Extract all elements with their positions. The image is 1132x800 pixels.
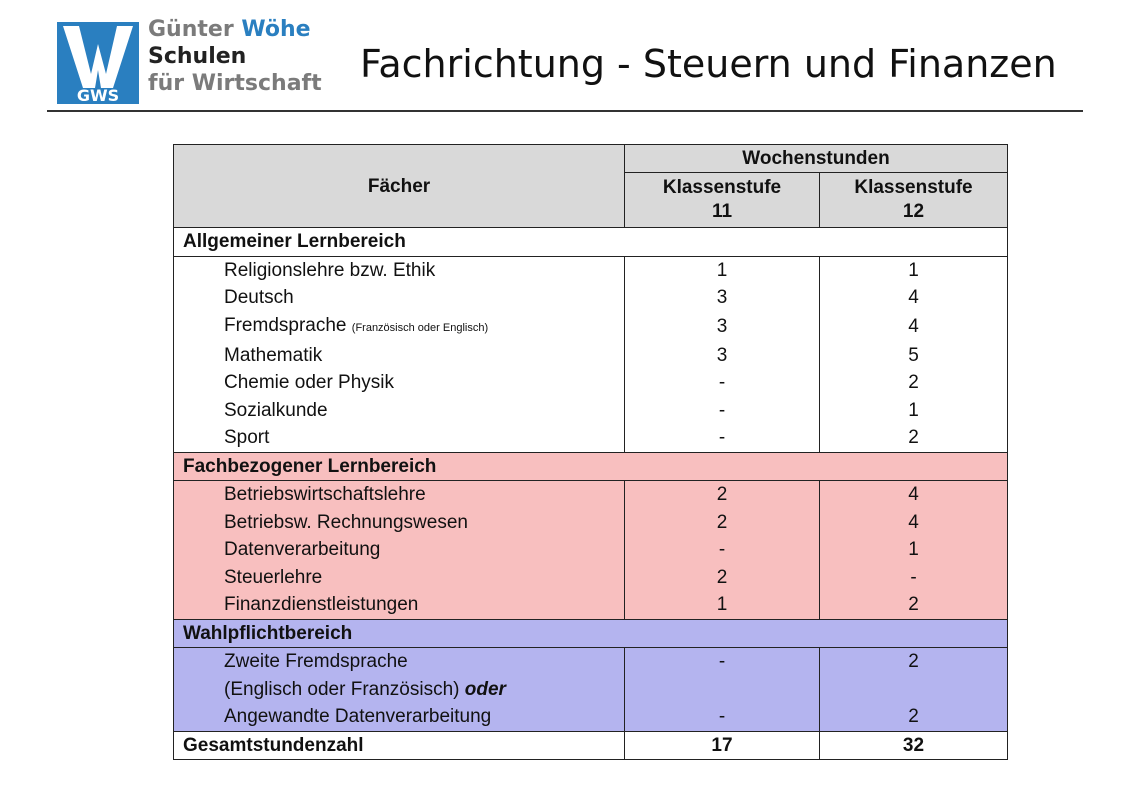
table-row (174, 509, 1008, 537)
table-row (174, 312, 1008, 342)
section-row-fachbezogen (174, 452, 1008, 481)
section-row-allgemein (174, 228, 1008, 257)
section-row-wahlpflicht (174, 619, 1008, 648)
subject-name-text: (Englisch oder Französisch) (224, 678, 460, 700)
hours-11: 1 (625, 591, 820, 619)
hours-11: 2 (625, 564, 820, 592)
hours-11: 2 (625, 509, 820, 537)
hours-11: 2 (625, 481, 820, 509)
title-divider (47, 110, 1083, 112)
header-faecher: Fächer (174, 145, 625, 228)
table-row (174, 256, 1008, 284)
subject-name: Mathematik (174, 342, 625, 370)
table-row (174, 424, 1008, 452)
hours-12 (820, 676, 1008, 704)
hours-11 (625, 676, 820, 704)
logo-line1-b: Wöhe (241, 17, 311, 42)
hours-12: 1 (820, 397, 1008, 425)
subject-name: Betriebswirtschaftslehre (174, 481, 625, 509)
hours-12: 1 (820, 256, 1008, 284)
subject-name: Zweite Fremdsprache (174, 648, 625, 676)
hours-11: - (625, 397, 820, 425)
total-row (174, 731, 1008, 760)
timetable (173, 144, 1008, 760)
hours-11: - (625, 536, 820, 564)
hours-12: 4 (820, 509, 1008, 537)
logo-line3: für Wirtschaft (148, 71, 322, 96)
hours-12: 4 (820, 284, 1008, 312)
subject-note: (Französisch oder Englisch) (351, 321, 489, 334)
subject-name: Deutsch (174, 284, 625, 312)
subject-name: Chemie oder Physik (174, 369, 625, 397)
subject-name: Religionslehre bzw. Ethik (174, 256, 625, 284)
table-row (174, 703, 1008, 731)
subject-name: Angewandte Datenverarbeitung (174, 703, 625, 731)
hours-12: 2 (820, 703, 1008, 731)
table-row (174, 676, 1008, 704)
table-row (174, 648, 1008, 676)
section-title: Fachbezogener Lernbereich (174, 452, 1008, 481)
header-col-12-number: 12 (902, 201, 925, 222)
school-logo-icon (57, 22, 139, 104)
section-title: Allgemeiner Lernbereich (174, 228, 1008, 257)
logo-line1-a: Günter (148, 17, 234, 42)
total-12: 32 (820, 731, 1008, 760)
header-col-12 (820, 173, 1008, 228)
hours-12: 2 (820, 369, 1008, 397)
table-row (174, 591, 1008, 619)
header-wochenstunden: Wochenstunden (625, 145, 1008, 173)
subject-name: Sozialkunde (174, 397, 625, 425)
total-label: Gesamtstundenzahl (174, 731, 625, 760)
table-row (174, 536, 1008, 564)
subject-emphasis: oder (464, 678, 506, 700)
table-row (174, 342, 1008, 370)
hours-12: 4 (820, 481, 1008, 509)
header-col-11-label: Klassenstufe (662, 177, 782, 198)
hours-12: 4 (820, 312, 1008, 342)
header-col-11-number: 11 (711, 201, 733, 222)
hours-11: - (625, 369, 820, 397)
subject-name-text: Fremdsprache (224, 314, 347, 336)
hours-12: 2 (820, 591, 1008, 619)
hours-12: 2 (820, 648, 1008, 676)
subject-name (174, 312, 625, 342)
section-title: Wahlpflichtbereich (174, 619, 1008, 648)
subject-name: Steuerlehre (174, 564, 625, 592)
table-row (174, 284, 1008, 312)
table-row (174, 564, 1008, 592)
hours-12: 5 (820, 342, 1008, 370)
school-name (148, 16, 322, 97)
page-title: Fachrichtung - Steuern und Finanzen (360, 42, 1057, 86)
table-row (174, 397, 1008, 425)
hours-11: - (625, 648, 820, 676)
logo-mark-text: GWS (76, 86, 120, 104)
subject-name: Sport (174, 424, 625, 452)
hours-12: - (820, 564, 1008, 592)
hours-11: 3 (625, 342, 820, 370)
table-row (174, 481, 1008, 509)
header-col-11 (625, 173, 820, 228)
hours-11: 1 (625, 256, 820, 284)
hours-12: 2 (820, 424, 1008, 452)
hours-12: 1 (820, 536, 1008, 564)
hours-11: 3 (625, 312, 820, 342)
subject-name: Finanzdienstleistungen (174, 591, 625, 619)
hours-11: 3 (625, 284, 820, 312)
hours-11: - (625, 424, 820, 452)
logo-line2: Schulen (148, 44, 247, 69)
subject-name (174, 676, 625, 704)
subject-name: Datenverarbeitung (174, 536, 625, 564)
hours-11: - (625, 703, 820, 731)
header-row-1 (174, 145, 1008, 173)
header-col-12-label: Klassenstufe (854, 177, 973, 198)
table-row (174, 369, 1008, 397)
total-11: 17 (625, 731, 820, 760)
subject-name: Betriebsw. Rechnungswesen (174, 509, 625, 537)
